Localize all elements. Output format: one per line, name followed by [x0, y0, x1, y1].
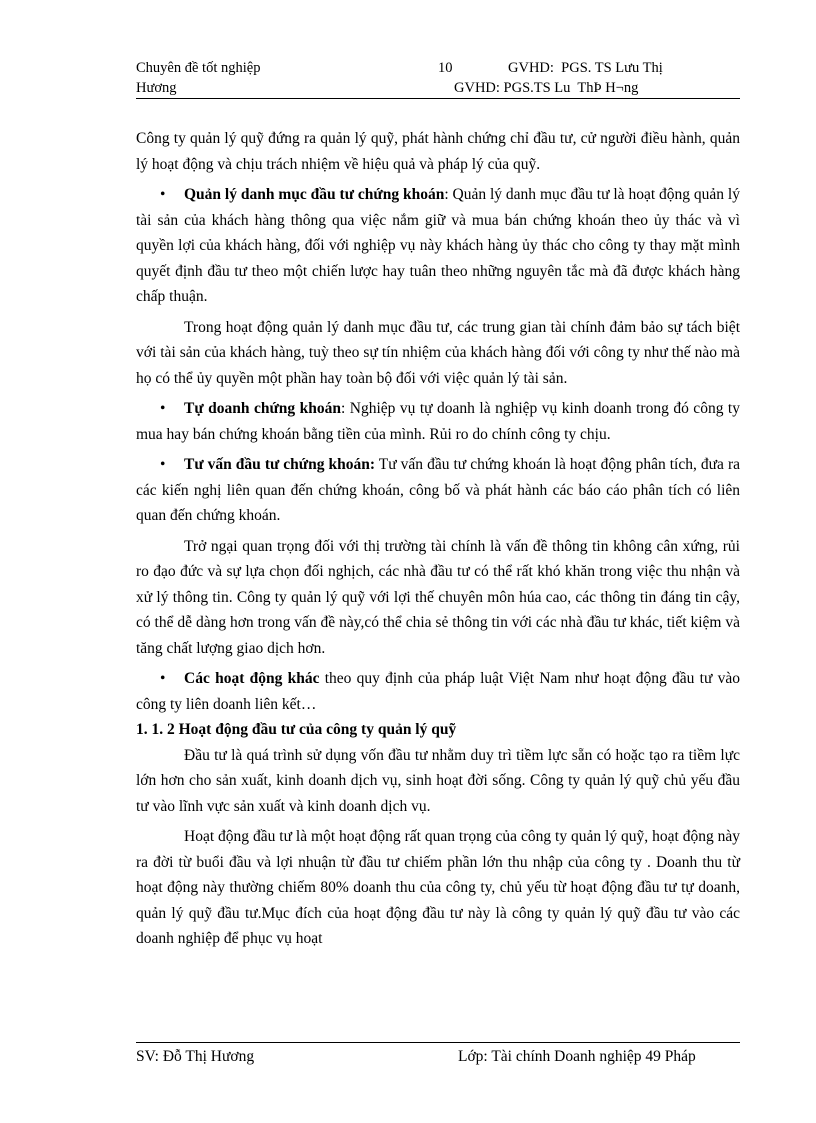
header-supervisor-legacy: GVHD: PGS.TS Lu ThÞ H¬ng	[454, 80, 639, 96]
bullet-text: : Quản lý danh mục đầu tư là hoạt động quản lý tài sản của khách hàng thông qua việc nắm giữ và mua bán chứng khoán theo ủy thác và vì quyền lợi của khách hàng, đối với nghiệp vụ này khách hàng ủy thác cho công ty thay mặt mình quyết định đầu tư theo một chiến lược hay tuân theo những nguyên tắc mà đã được khách hàng chấp thuận.	[136, 186, 740, 305]
bullet-text: Tư vấn đầu tư chứng khoán là hoạt động phân tích, đưa ra các kiến nghị liên quan đến chứng khoán, công bố và phát hành các báo cáo phân tích có liên quan đến chứng khoán.	[136, 456, 740, 524]
header-title-continued: Hương	[136, 80, 177, 96]
bullet-icon: •	[160, 186, 166, 203]
paragraph: Trong hoạt động quản lý danh mục đầu tư, các trung gian tài chính đảm bảo sự tách biệt với tài sản của khách hàng, tuỳ theo sự tín nhiệm của khách hàng đối với công ty như thế nào mà họ có thể ủy quyền một phần hay toàn bộ đối với việc quản lý tài sản.	[136, 318, 740, 387]
paragraph: Trở ngại quan trọng đối với thị trường tài chính là vấn đề thông tin không cân xứng, rủi ro đạo đức và sự lựa chọn đối nghịch, các nhà đầu tư có thể rất khó khăn trong việc thu nhận và xử lý thông tin. Công ty quản lý quỹ với lợi thế chuyên môn húa cao, các thông tin đáng tin cậy, có thể dễ dàng hơn trong vấn đề này,có thể chia sẻ thông tin với các nhà đầu tư khác, tiết kiệm và tăng chất lượng giao dịch hơn.	[136, 537, 740, 657]
footer-divider	[136, 1042, 740, 1043]
paragraph: Hoạt động đầu tư là một hoạt động rất quan trọng của công ty quản lý quỹ, hoạt động này ra đời từ buổi đầu và lợi nhuận từ đầu tư chiếm phần lớn thu nhập của công ty . Doanh thu từ hoạt động này thường chiếm 80% doanh thu của công ty, chủ yếu từ hoạt động đầu tư tự doanh, quản lý quỹ đầu tư.Mục đích của hoạt động đầu tư này là công ty quản lý quỹ đầu tư vào các doanh nghiệp để phục vụ hoạt	[136, 828, 740, 947]
footer-class: Lớp: Tài chính Doanh nghiệp 49 Pháp	[458, 1048, 696, 1065]
bullet-title: Các hoạt động khác	[184, 670, 320, 687]
bullet-title: Tư vấn đầu tư chứng khoán:	[184, 456, 376, 473]
paragraph: Đầu tư là quá trình sử dụng vốn đầu tư nhằm duy trì tiềm lực sẵn có hoặc tạo ra tiềm lực lớn hơn cho sản xuất, kinh doanh dịch vụ, sinh hoạt đời sống. Công ty quản lý quỹ chủ yếu đầu tư vào lĩnh vực sản xuất và kinh doanh dịch vụ.	[136, 746, 740, 815]
bullet-item	[136, 182, 740, 310]
bullet-icon: •	[160, 670, 166, 687]
bullet-icon: •	[160, 400, 166, 417]
bullet-icon: •	[160, 456, 166, 473]
document-body	[136, 126, 740, 952]
bullet-item	[136, 452, 740, 529]
footer-student: SV: Đỗ Thị Hương	[136, 1048, 255, 1065]
footer	[136, 1046, 740, 1068]
page-number: 10	[438, 60, 453, 76]
header-supervisor: GVHD: PGS. TS Lưu Thị	[508, 60, 663, 76]
bullet-text: : Nghiệp vụ tự doanh là nghiệp vụ kinh doanh trong đó công ty mua hay bán chứng khoán bằng tiền của mình. Rủi ro do chính công ty chịu.	[136, 400, 740, 443]
bullet-item	[136, 396, 740, 447]
paragraph: Công ty quản lý quỹ đứng ra quản lý quỹ, phát hành chứng chỉ đầu tư, cử người điều hành, quản lý hoạt động và chịu trách nhiệm về hiệu quả và pháp lý của quỹ.	[136, 130, 740, 173]
bullet-text: theo quy định của pháp luật Việt Nam như hoạt động đầu tư vào công ty liên doanh liên kết…	[136, 670, 740, 713]
header-title: Chuyên đề tốt nghiệp	[136, 60, 261, 76]
header-line-2	[136, 78, 740, 98]
bullet-item	[136, 666, 740, 717]
bullet-title: Quản lý danh mục đầu tư chứng khoán	[184, 186, 445, 203]
header-line-1	[136, 58, 740, 78]
section-heading: 1. 1. 2 Hoạt động đầu tư của công ty quản lý quỹ	[136, 721, 457, 738]
header-divider	[136, 98, 740, 99]
bullet-title: Tự doanh chứng khoán	[184, 400, 341, 417]
